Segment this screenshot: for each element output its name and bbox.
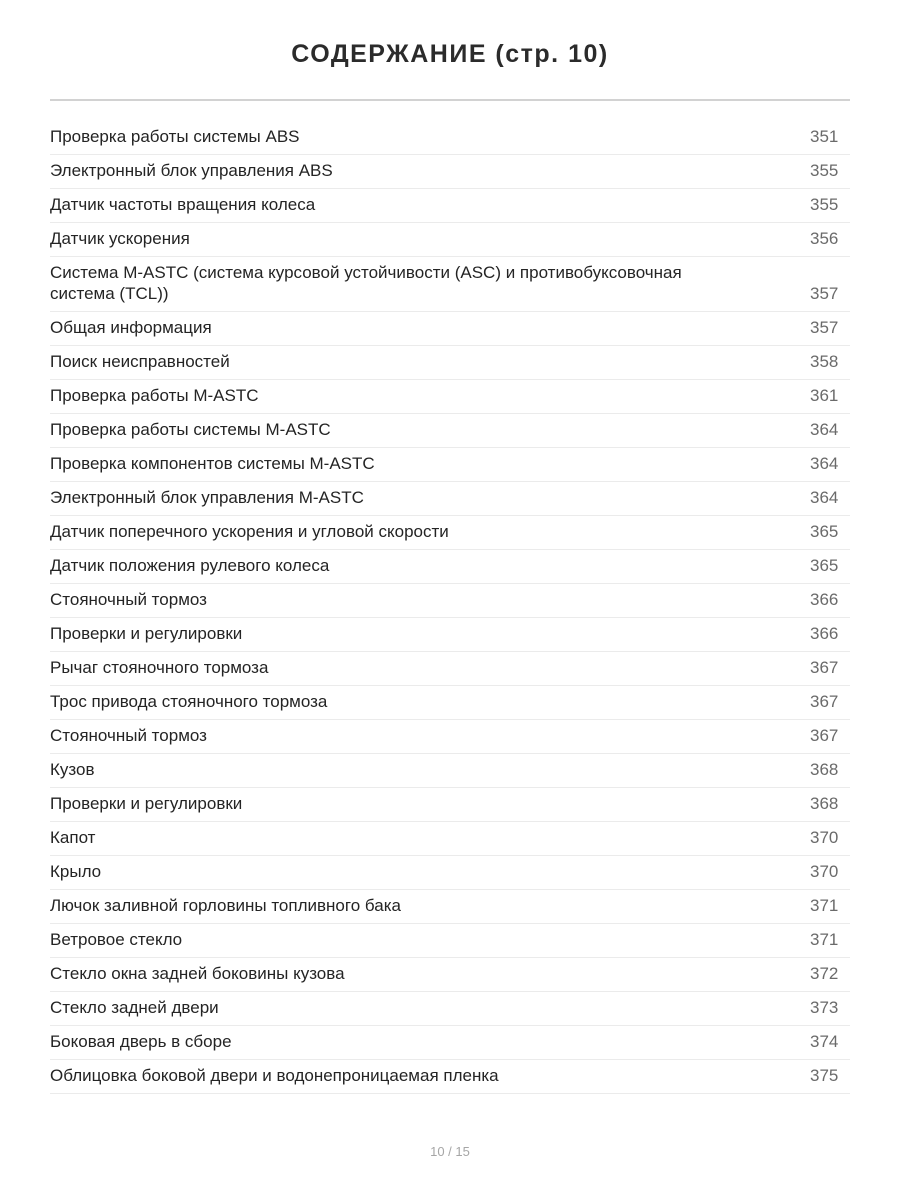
toc-row[interactable] [50, 618, 850, 652]
toc-entry-page: 368 [810, 794, 839, 813]
toc-row[interactable] [50, 788, 850, 822]
toc-entry-page: 364 [810, 488, 839, 507]
toc-row[interactable] [50, 223, 850, 257]
toc-entry-title: Кузов [50, 760, 95, 779]
toc-entry-title: Стояночный тормоз [50, 590, 207, 609]
toc-entry-title: Стекло окна задней боковины кузова [50, 964, 345, 983]
toc-entry-page: 371 [810, 930, 839, 949]
toc-entry-title: Проверка компонентов системы M-ASTC [50, 454, 375, 473]
toc-entry-page: 351 [810, 127, 839, 146]
toc-row[interactable] [50, 189, 850, 223]
toc-row[interactable] [50, 516, 850, 550]
toc-row[interactable] [50, 856, 850, 890]
toc-entry-page: 367 [810, 726, 839, 745]
toc-row[interactable] [50, 584, 850, 618]
toc-row[interactable] [50, 992, 850, 1026]
toc-row[interactable] [50, 414, 850, 448]
toc-row[interactable] [50, 312, 850, 346]
toc-row[interactable] [50, 1060, 850, 1094]
toc-entry-page: 370 [810, 828, 839, 847]
page-title: СОДЕРЖАНИЕ (стр. 10) [291, 40, 609, 68]
toc-entry-page: 364 [810, 420, 839, 439]
toc-entry-title: Система M-ASTC (система курсовой устойчивости (ASC) и противобуксовочная система (TCL)) [50, 263, 682, 303]
toc-row[interactable] [50, 958, 850, 992]
toc-entry-page: 371 [810, 896, 839, 915]
toc-entry-title: Стекло задней двери [50, 998, 219, 1017]
toc-entry-title: Крыло [50, 862, 102, 881]
toc-row[interactable] [50, 890, 850, 924]
toc-entry-title: Поиск неисправностей [50, 352, 230, 371]
toc-entry-title: Проверки и регулировки [50, 794, 243, 813]
toc-entry-title: Проверка работы системы ABS [50, 127, 300, 146]
toc-entry-page: 367 [810, 658, 839, 677]
toc-entry-page: 366 [810, 590, 839, 609]
toc-entry-title: Электронный блок управления M-ASTC [50, 488, 364, 507]
toc-entry-title: Датчик поперечного ускорения и угловой скорости [50, 522, 449, 541]
toc-entry-title: Лючок заливной горловины топливного бака [50, 896, 401, 915]
toc-entry-page: 375 [810, 1066, 839, 1085]
toc-entry-page: 355 [810, 161, 839, 180]
toc-entry-page: 355 [810, 195, 839, 214]
toc-entry-title: Датчик частоты вращения колеса [50, 195, 316, 214]
toc-row[interactable] [50, 346, 850, 380]
toc-entry-title: Проверки и регулировки [50, 624, 243, 643]
toc-row[interactable] [50, 482, 850, 516]
toc-entry-page: 361 [810, 386, 839, 405]
toc-entry-title: Датчик положения рулевого колеса [50, 556, 330, 575]
toc-entry-page: 356 [810, 229, 839, 248]
toc-entry-page: 368 [810, 760, 839, 779]
toc-entry-page: 358 [810, 352, 839, 371]
toc-row[interactable] [50, 155, 850, 189]
toc-entry-page: 367 [810, 692, 839, 711]
toc-row[interactable] [50, 380, 850, 414]
toc-entry-page: 365 [810, 522, 839, 541]
toc-entry-title: Электронный блок управления ABS [50, 161, 333, 180]
toc-entry-title: Датчик ускорения [50, 229, 190, 248]
toc-row[interactable] [50, 1026, 850, 1060]
toc-row[interactable] [50, 924, 850, 958]
toc-entry-page: 357 [810, 284, 839, 303]
toc-entry-title: Капот [50, 828, 96, 847]
toc-entry-title: Общая информация [50, 318, 212, 337]
toc-row[interactable] [50, 448, 850, 482]
toc-entry-title: Проверка работы системы M-ASTC [50, 420, 331, 439]
toc-entry-title: Ветровое стекло [50, 930, 183, 949]
toc-entry-title: Рычаг стояночного тормоза [50, 658, 269, 677]
toc-row[interactable] [50, 686, 850, 720]
toc-entry-title: Трос привода стояночного тормоза [50, 692, 328, 711]
toc-entry-page: 364 [810, 454, 839, 473]
toc-entry-title: Боковая дверь в сборе [50, 1032, 232, 1051]
toc-row[interactable] [50, 652, 850, 686]
title-divider [50, 99, 850, 101]
toc-entry-page: 372 [810, 964, 839, 983]
toc-row[interactable] [50, 257, 850, 312]
toc-entry-title: Облицовка боковой двери и водонепроницаемая пленка [50, 1066, 499, 1085]
toc-list [50, 121, 850, 1094]
toc-row[interactable] [50, 822, 850, 856]
toc-entry-page: 365 [810, 556, 839, 575]
toc-entry-title: Проверка работы M-ASTC [50, 386, 259, 405]
toc-entry-page: 373 [810, 998, 839, 1017]
toc-row[interactable] [50, 754, 850, 788]
toc-row[interactable] [50, 720, 850, 754]
page-counter: 10 / 15 [430, 1144, 470, 1159]
toc-entry-page: 366 [810, 624, 839, 643]
toc-entry-page: 370 [810, 862, 839, 881]
toc-entry-title: Стояночный тормоз [50, 726, 207, 745]
toc-entry-page: 357 [810, 318, 839, 337]
toc-row[interactable] [50, 121, 850, 155]
toc-row[interactable] [50, 550, 850, 584]
toc-entry-page: 374 [810, 1032, 839, 1051]
